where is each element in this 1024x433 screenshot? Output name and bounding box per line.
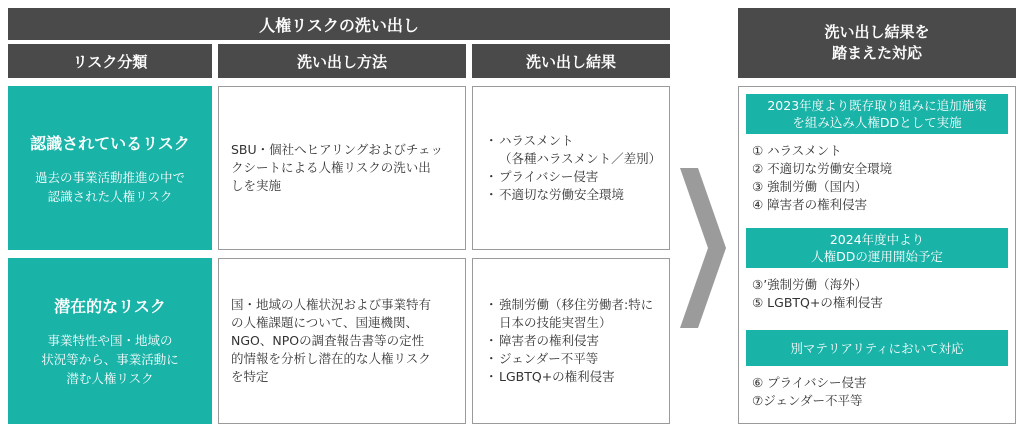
response-header (738, 8, 1016, 78)
bullet: ・ (485, 351, 498, 366)
result-item (485, 168, 661, 186)
bullet: ・ (485, 133, 498, 148)
result-text: プライバシー侵害 (499, 169, 599, 184)
category-title: 認識されているリスク (30, 133, 190, 153)
response-band-2024 (746, 228, 1008, 268)
result-text: 障害者の権利侵害 (499, 333, 600, 348)
response-header-line: 踏まえた対応 (831, 44, 922, 62)
bullet: ・ (485, 187, 498, 202)
result-item (485, 186, 661, 204)
result-text: 強制労働（移住労働者:特に (499, 297, 654, 312)
category-description-line: 状況等から、事業活動に (41, 352, 179, 367)
column-header-result-label: 洗い出し結果 (525, 52, 616, 71)
bullet (485, 150, 499, 168)
response-item: ⑥ プライバシー侵害 (752, 375, 867, 390)
column-header-method-label: 洗い出し方法 (296, 52, 387, 71)
band-line: 別マテリアリティにおいて対応 (790, 340, 964, 356)
result-cell-recognized (472, 86, 670, 250)
category-description (35, 168, 185, 206)
category-description-line: 事業特性や国・地域の (47, 333, 173, 348)
result-item (485, 132, 661, 150)
category-description (41, 331, 179, 388)
response-item: ③’強制労働（海外） (752, 277, 868, 292)
response-item: ④ 障害者の権利侵害 (752, 197, 868, 212)
bullet: ・ (485, 297, 498, 312)
right-arrow-icon (678, 168, 728, 328)
result-cell-latent (472, 258, 670, 424)
result-item (485, 296, 661, 314)
result-item (485, 314, 661, 332)
method-line: 国・地域の人権状況および事業特有 (231, 297, 432, 312)
bullet: ・ (485, 169, 498, 184)
result-item (485, 350, 661, 368)
column-header-method (218, 44, 466, 78)
category-cell-recognized (8, 86, 212, 250)
method-cell-latent (218, 258, 466, 424)
response-header-line: 洗い出し結果を (824, 23, 930, 41)
response-band-other-materiality (746, 330, 1008, 366)
category-title: 潜在的なリスク (54, 297, 166, 316)
column-header-category-label: リスク分類 (72, 52, 148, 71)
result-item (485, 332, 661, 350)
band-line: 2024年度中より (829, 232, 925, 247)
method-line: SBU・個社へヒアリングおよびチェッ (231, 142, 444, 157)
response-item: ③ 強制労働（国内） (752, 179, 868, 194)
method-line: しを実施 (231, 178, 282, 193)
method-line: の人権課題について、国連機関、 (231, 315, 419, 330)
method-line: クシートによる人権リスクの洗い出 (231, 160, 431, 175)
response-items-other (752, 374, 1008, 410)
category-cell-latent (8, 258, 212, 424)
response-item: ⑦ジェンダー不平等 (752, 393, 863, 408)
result-text: LGBTQ+の権利侵害 (499, 369, 615, 384)
response-items-2024 (752, 276, 1008, 312)
bullet (485, 314, 499, 332)
page-title-bar (8, 8, 670, 40)
bullet: ・ (485, 369, 498, 384)
band-line: 2023年度より既存取り組みに追加施策 (767, 98, 987, 113)
result-text: 日本の技能実習生） (499, 315, 612, 330)
category-description-line: 認識された人権リスク (47, 188, 173, 204)
method-line: 的情報を分析し潜在的な人権リスク (231, 351, 431, 366)
result-text: ジェンダー不平等 (499, 351, 599, 366)
band-line: 人権DDの運用開始予定 (811, 249, 943, 264)
response-item: ⑤ LGBTQ+の権利侵害 (752, 295, 883, 310)
response-item: ① ハラスメント (752, 143, 842, 158)
response-items-2023 (752, 142, 1008, 214)
result-item (485, 150, 661, 168)
method-line: NGO、NPOの調査報告書等の定性 (231, 333, 425, 348)
method-cell-recognized (218, 86, 466, 250)
band-line: を組み込み人権DDとして実施 (792, 115, 962, 130)
column-header-category (8, 44, 212, 78)
response-band-2023 (746, 94, 1008, 134)
result-text: （各種ハラスメント／差別） (499, 151, 662, 166)
category-description-line: 潜む人権リスク (66, 371, 154, 386)
category-description-line: 過去の事業活動推進の中で (34, 169, 185, 185)
column-header-result (472, 44, 670, 78)
result-item (485, 368, 661, 386)
bullet: ・ (485, 333, 498, 348)
response-item: ② 不適切な労働安全環境 (752, 161, 893, 176)
result-text: 不適切な労働安全環境 (499, 187, 625, 202)
page-title: 人権リスクの洗い出し (259, 15, 419, 35)
method-line: を特定 (231, 369, 269, 384)
result-text: ハラスメント (499, 133, 574, 148)
